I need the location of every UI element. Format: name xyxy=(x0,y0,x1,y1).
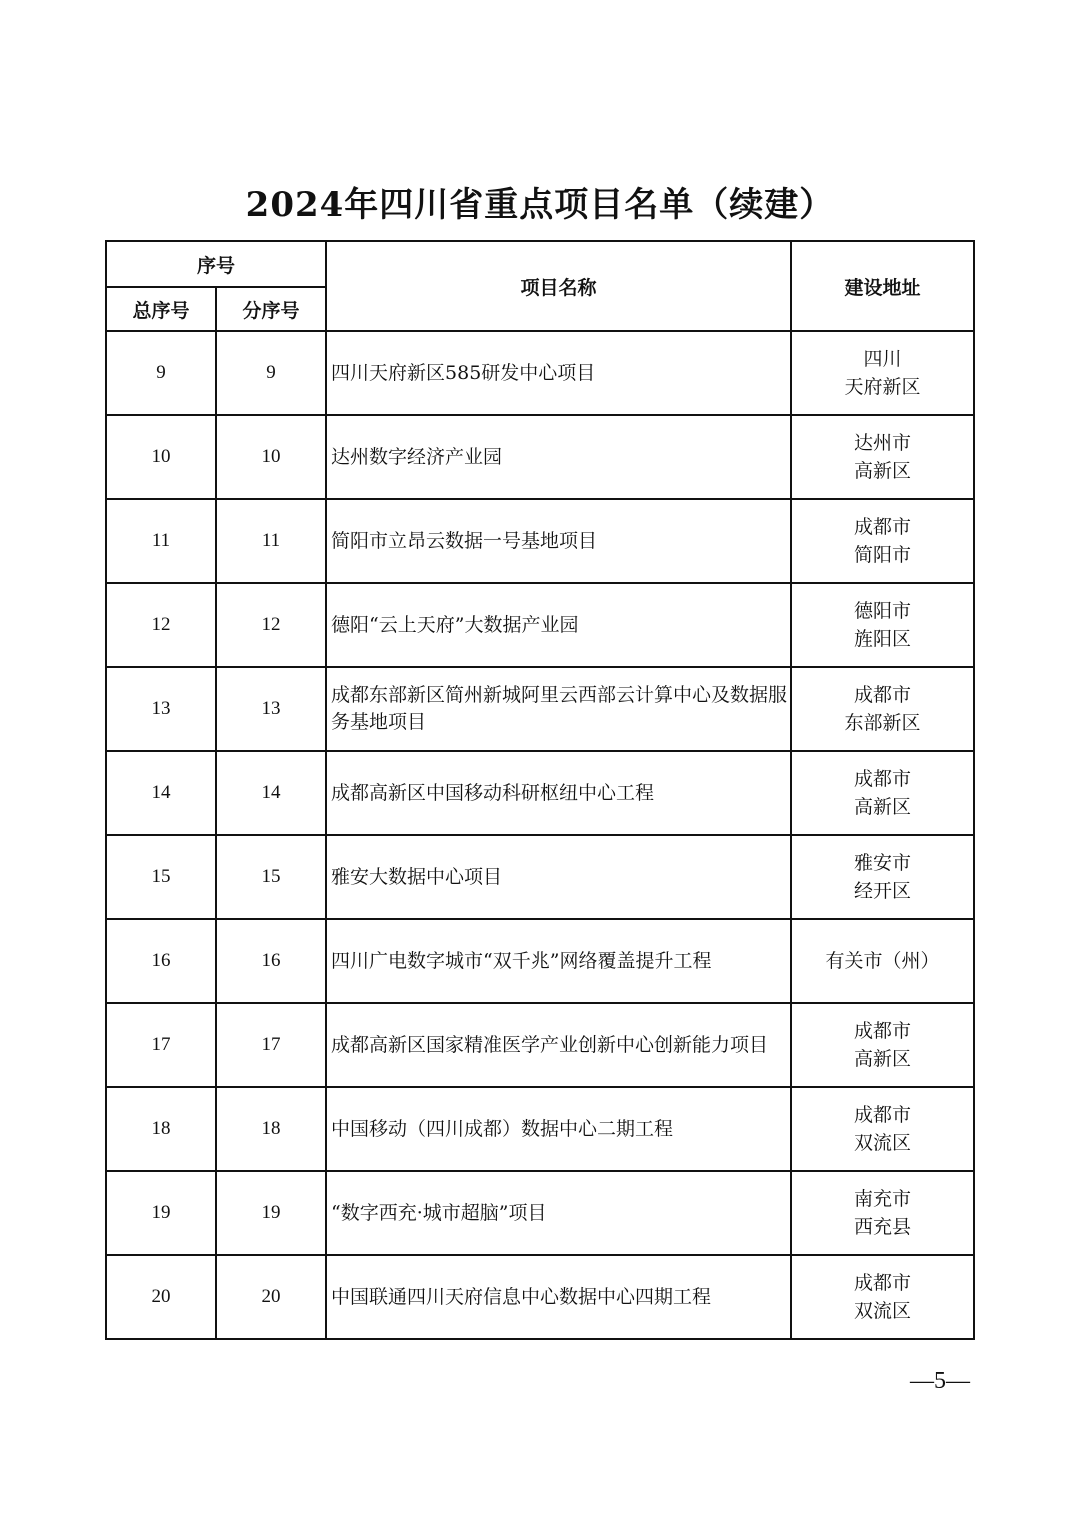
header-project-name: 项目名称 xyxy=(326,241,791,331)
location-line-2: 双流区 xyxy=(854,1132,912,1154)
total-seq-cell: 11 xyxy=(106,499,216,583)
location-cell xyxy=(791,331,974,415)
project-name-cell: 雅安大数据中心项目 xyxy=(326,835,791,919)
table-row xyxy=(106,667,974,751)
location-cell xyxy=(791,751,974,835)
location-line-2: 高新区 xyxy=(854,796,912,818)
location-cell xyxy=(791,415,974,499)
project-name-cell: “数字西充·城市超脑”项目 xyxy=(326,1171,791,1255)
total-seq-cell: 13 xyxy=(106,667,216,751)
project-name-cell: 四川天府新区585研发中心项目 xyxy=(326,331,791,415)
location-line-2: 简阳市 xyxy=(854,544,912,566)
location-cell xyxy=(791,1255,974,1339)
location-cell xyxy=(791,919,974,1003)
table-row xyxy=(106,751,974,835)
table-row xyxy=(106,1087,974,1171)
location-line-1: 成都市 xyxy=(854,1272,912,1294)
table-row xyxy=(106,1255,974,1339)
location-cell xyxy=(791,499,974,583)
sub-seq-cell: 9 xyxy=(216,331,326,415)
location-line-1: 雅安市 xyxy=(854,852,912,874)
sub-seq-cell: 16 xyxy=(216,919,326,1003)
project-name-cell: 中国联通四川天府信息中心数据中心四期工程 xyxy=(326,1255,791,1339)
location-cell xyxy=(791,583,974,667)
location-cell xyxy=(791,1171,974,1255)
sub-seq-cell: 10 xyxy=(216,415,326,499)
total-seq-cell: 9 xyxy=(106,331,216,415)
table-row xyxy=(106,499,974,583)
total-seq-cell: 17 xyxy=(106,1003,216,1087)
project-name-cell: 四川广电数字城市“双千兆”网络覆盖提升工程 xyxy=(326,919,791,1003)
sub-seq-cell: 14 xyxy=(216,751,326,835)
location-cell xyxy=(791,1087,974,1171)
location-line-1: 成都市 xyxy=(854,1104,912,1126)
project-name-cell: 达州数字经济产业园 xyxy=(326,415,791,499)
location-line-2: 东部新区 xyxy=(844,712,921,734)
location-line-1: 成都市 xyxy=(854,516,912,538)
location-line-1: 四川 xyxy=(863,348,902,370)
table-row xyxy=(106,1003,974,1087)
sub-seq-cell: 12 xyxy=(216,583,326,667)
project-table xyxy=(105,240,975,1340)
project-name-cell: 成都东部新区简州新城阿里云西部云计算中心及数据服务基地项目 xyxy=(326,667,791,751)
project-name-cell: 简阳市立昂云数据一号基地项目 xyxy=(326,499,791,583)
project-name-cell: 成都高新区中国移动科研枢纽中心工程 xyxy=(326,751,791,835)
location-line-1: 成都市 xyxy=(854,684,912,706)
table-row xyxy=(106,415,974,499)
sub-seq-cell: 11 xyxy=(216,499,326,583)
total-seq-cell: 10 xyxy=(106,415,216,499)
sub-seq-cell: 15 xyxy=(216,835,326,919)
total-seq-cell: 14 xyxy=(106,751,216,835)
sub-seq-cell: 13 xyxy=(216,667,326,751)
location-cell xyxy=(791,1003,974,1087)
total-seq-cell: 16 xyxy=(106,919,216,1003)
header-location: 建设地址 xyxy=(791,241,974,331)
location-line-1: 南充市 xyxy=(854,1188,912,1210)
location-line-2: 天府新区 xyxy=(844,376,921,398)
location-line-2: 双流区 xyxy=(854,1300,912,1322)
project-name-cell: 中国移动（四川成都）数据中心二期工程 xyxy=(326,1087,791,1171)
total-seq-cell: 20 xyxy=(106,1255,216,1339)
header-seq-group: 序号 xyxy=(106,241,326,287)
header-sub-seq: 分序号 xyxy=(216,287,326,331)
location-line-2: 经开区 xyxy=(854,880,912,902)
total-seq-cell: 15 xyxy=(106,835,216,919)
location-line-1: 成都市 xyxy=(854,1020,912,1042)
location-cell xyxy=(791,667,974,751)
location-line-2: 高新区 xyxy=(854,1048,912,1070)
sub-seq-cell: 20 xyxy=(216,1255,326,1339)
table-row xyxy=(106,1171,974,1255)
table-row xyxy=(106,331,974,415)
location-line-1: 达州市 xyxy=(854,432,912,454)
location-line-1: 有关市（州） xyxy=(825,950,940,972)
table-row xyxy=(106,919,974,1003)
sub-seq-cell: 18 xyxy=(216,1087,326,1171)
sub-seq-cell: 17 xyxy=(216,1003,326,1087)
total-seq-cell: 19 xyxy=(106,1171,216,1255)
location-line-1: 德阳市 xyxy=(854,600,912,622)
location-cell xyxy=(791,835,974,919)
total-seq-cell: 18 xyxy=(106,1087,216,1171)
document-title: 2024年四川省重点项目名单（续建） xyxy=(245,185,835,225)
table-row xyxy=(106,583,974,667)
header-total-seq: 总序号 xyxy=(106,287,216,331)
location-line-2: 高新区 xyxy=(854,460,912,482)
location-line-1: 成都市 xyxy=(854,768,912,790)
table-row xyxy=(106,835,974,919)
page-number: —5— xyxy=(910,1368,970,1394)
location-line-2: 西充县 xyxy=(854,1216,912,1238)
total-seq-cell: 12 xyxy=(106,583,216,667)
project-name-cell: 成都高新区国家精准医学产业创新中心创新能力项目 xyxy=(326,1003,791,1087)
location-line-2: 旌阳区 xyxy=(854,628,912,650)
project-name-cell: 德阳“云上天府”大数据产业园 xyxy=(326,583,791,667)
sub-seq-cell: 19 xyxy=(216,1171,326,1255)
